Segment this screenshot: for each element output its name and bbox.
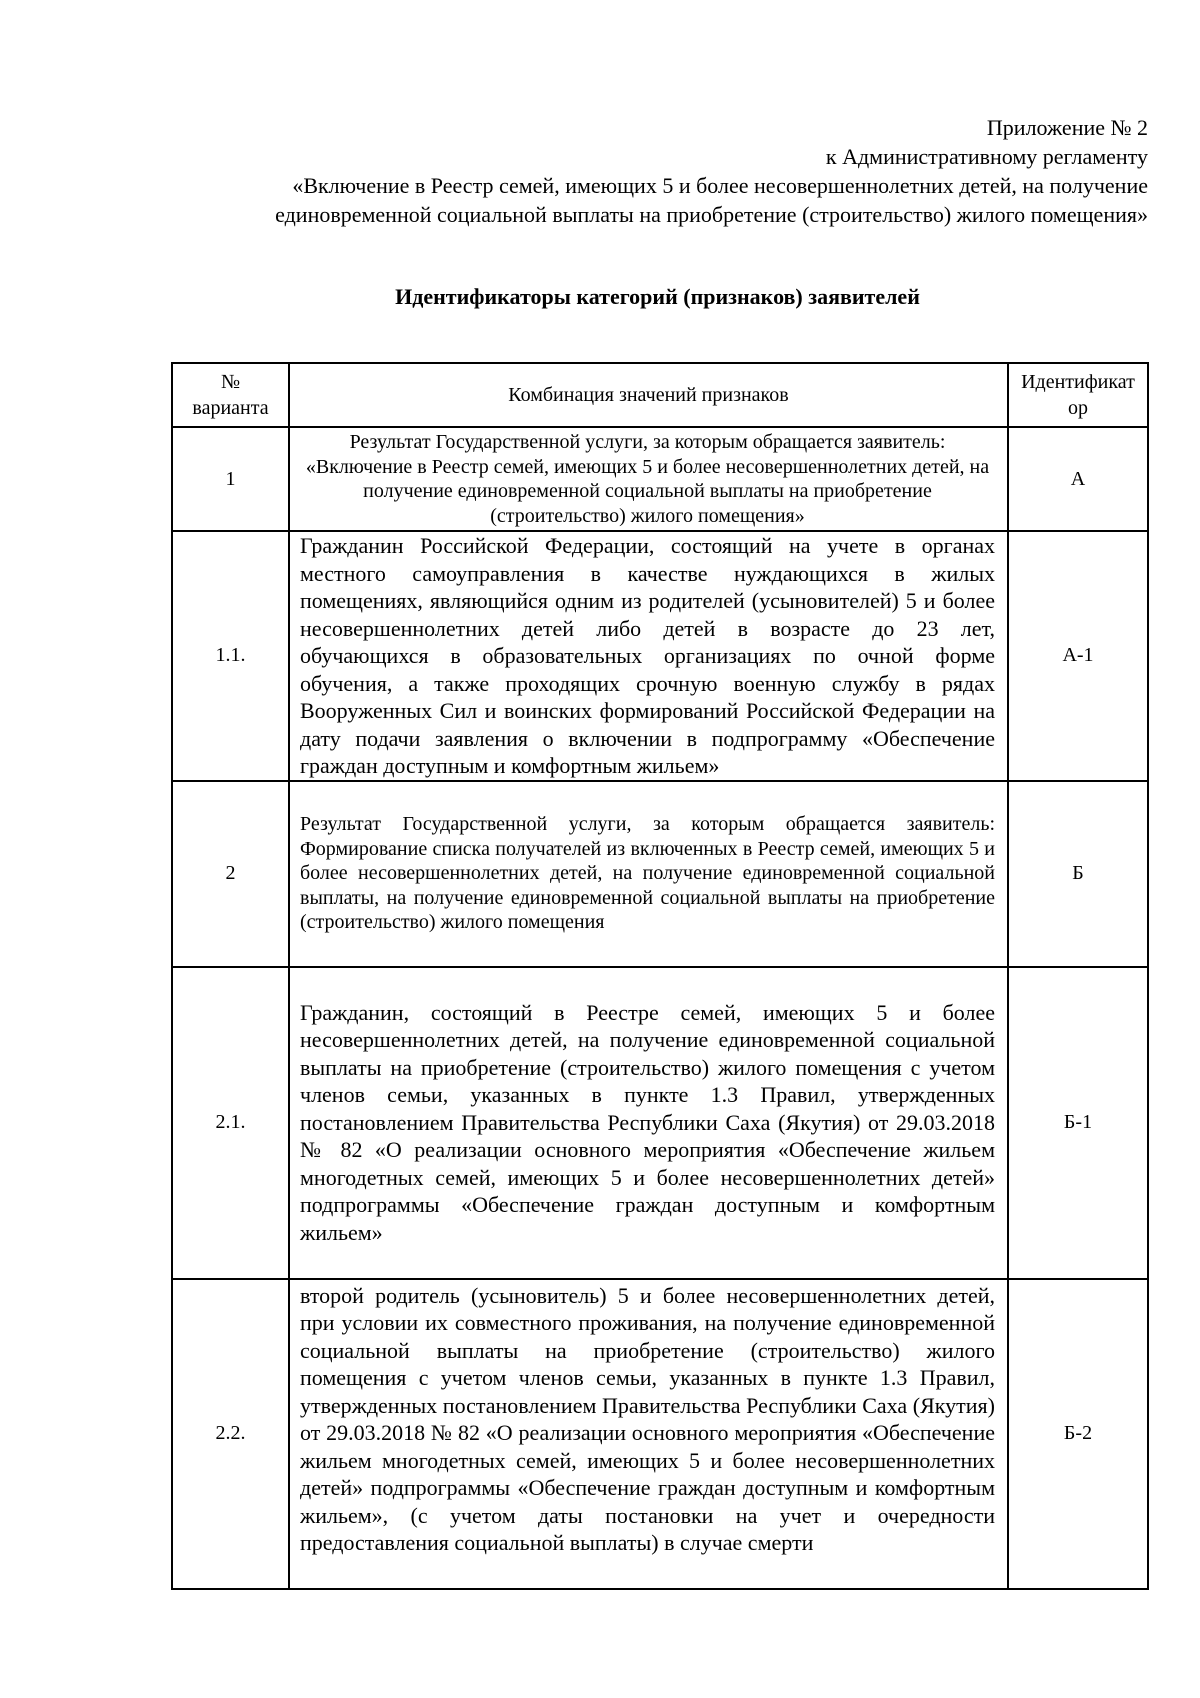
header-identifier-line-1: Идентификат — [1021, 371, 1135, 393]
header-identifier — [1008, 363, 1148, 427]
header-identifier-line-2: ор — [1068, 397, 1088, 419]
combination-text: Результат Государственной услуги, за которым обращается заявитель: Формирование списка получателей из включенных в Реестр семей, имеющих 5 и более несовершеннолетних детей, на получение единовременной социальной выплаты, на получение единовременной социальной выплаты на приобретение (строительство) жилого помещения — [300, 813, 995, 934]
combination-text-clip — [300, 1282, 995, 1586]
identifier-cell: А — [1008, 427, 1148, 531]
identifier-cell: Б — [1008, 781, 1148, 967]
table-header-row — [172, 363, 1148, 427]
combination-cell — [289, 967, 1008, 1279]
variant-number-cell: 1.1. — [172, 531, 289, 781]
table-row — [172, 967, 1148, 1279]
variant-number-cell: 1 — [172, 427, 289, 531]
appendix-header — [148, 113, 1148, 229]
combination-text: Результат Государственной услуги, за которым обращается заявитель: «Включение в Реестр семей, имеющих 5 и более несовершеннолетних детей, на получение единовременной социальной выплаты на приобретение (строительство) жилого помещения» — [305, 431, 990, 527]
combination-text: Гражданин, состоящий в Реестре семей, имеющих 5 и более несовершеннолетних детей, на получение единовременной социальной выплаты на приобретение (строительство) жилого помещения с учетом членов семьи, указанных в пункте 1.3 Правил, утвержденных постановлением Правительства Республики Саха (Якутия) от 29.03.2018 № 82 «О реализации основного мероприятия «Обеспечение жильем многодетных семей, имеющих 5 и более несовершеннолетних детей» подпрограммы «Обеспечение граждан доступным и комфортным жильем» — [300, 999, 995, 1245]
regulation-title-line-1: «Включение в Реестр семей, имеющих 5 и более несовершеннолетних детей, на получение — [292, 173, 1148, 198]
page-title: Идентификаторы категорий (признаков) заявителей — [395, 284, 920, 309]
regulation-title-line-2: единовременной социальной выплаты на приобретение (строительство) жилого помещения» — [275, 202, 1148, 227]
table-row — [172, 531, 1148, 781]
variant-number-cell: 2.1. — [172, 967, 289, 1279]
combination-cell — [289, 1279, 1008, 1589]
combination-cell — [289, 531, 1008, 781]
identifier-cell: А-1 — [1008, 531, 1148, 781]
combination-text: второй родитель (усыновитель) 5 и более несовершеннолетних детей, при условии их совместного проживания, на получение единовременной социальной выплаты на приобретение (строительство) жилого помещения с учетом членов семьи, указанных в пункте 1.3 Правил, утвержденных постановлением Правительства Республики Саха (Якутия) от 29.03.2018 № 82 «О реализации основного мероприятия «Обеспечение жильем многодетных семей, имеющих 5 и более несовершеннолетних детей» подпрограммы «Обеспечение граждан доступным и комфортным жильем», (с учетом даты постановки на учет и очередности предоставления социальной выплаты) в случае смерти — [300, 1282, 995, 1555]
variant-number-cell: 2.2. — [172, 1279, 289, 1589]
appendix-reference: к Административному регламенту — [825, 144, 1148, 169]
identifiers-table — [171, 362, 1149, 1590]
combination-text: Гражданин Российской Федерации, состоящий на учете в органах местного самоуправления в качестве нуждающихся в жилых помещениях, являющийся одним из родителей (усыновителей) 5 и более несовершеннолетних детей либо детей в возрасте до 23 лет, обучающихся в образовательных организациях по очной форме обучения, а также проходящих срочную военную службу в рядах Вооруженных Сил и воинских формирований Российской Федерации на дату подачи заявления о включении в подпрограмму «Обеспечение граждан доступным и комфортным жильем» — [300, 533, 995, 778]
header-variant-number-line-1: № — [220, 371, 241, 393]
combination-cell — [289, 781, 1008, 967]
header-variant-number-line-2: варианта — [192, 397, 269, 419]
header-combination: Комбинация значений признаков — [289, 363, 1008, 427]
table-row — [172, 1279, 1148, 1589]
combination-cell — [289, 427, 1008, 531]
variant-number-cell: 2 — [172, 781, 289, 967]
identifier-cell: Б-1 — [1008, 967, 1148, 1279]
header-variant-number — [172, 363, 289, 427]
table-row — [172, 427, 1148, 531]
table-row — [172, 781, 1148, 967]
appendix-number: Приложение № 2 — [986, 115, 1148, 140]
identifier-cell: Б-2 — [1008, 1279, 1148, 1589]
